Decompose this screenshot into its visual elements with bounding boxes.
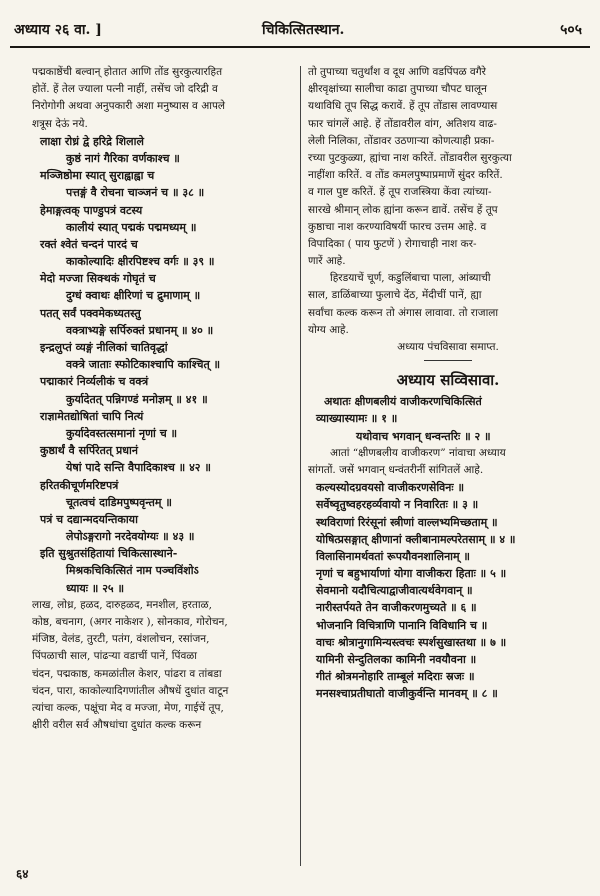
sanskrit-verse-line: सेवमानो यदौचित्याद्वाजीवात्यर्थवेगवान् ॥ bbox=[316, 584, 473, 598]
sanskrit-verse-line: पतत् सर्वं पक्वमेकध्यतस्तु bbox=[40, 306, 141, 320]
sanskrit-verse-line: राज्ञामेतद्योषितां चापि नित्यं bbox=[40, 409, 144, 423]
colophon-line: मिश्रकचिकित्सितं नाम पञ्चविंशोऽ bbox=[66, 564, 199, 578]
sanskrit-verse-line: स्थविराणां रिरंसूनां स्त्रीणां वाल्लभ्यमिच्छताम् ॥ bbox=[316, 515, 498, 529]
prose-line: हिरडयाचें चूर्ण, कडुलिंबाचा पाला, आंब्याची bbox=[330, 272, 491, 285]
sanskrit-verse-line: कुष्ठं नागं गैरिका वर्णकाश्च ॥ bbox=[66, 151, 180, 165]
colophon-line: इति सुश्रुतसंहितायां चिकित्सास्थाने- bbox=[40, 547, 178, 561]
prose-line: शत्रूस देऊं नये. bbox=[32, 117, 88, 130]
sanskrit-verse-line: इन्द्रलुप्तं व्यङ्गं नीलिकां चातिवृद्धां bbox=[40, 341, 168, 354]
prose-line: मंजिष्ठ, वेलंड, तुरटी, पतंग, वंशलोचन, रसांजन, bbox=[32, 633, 210, 646]
sanskrit-verse-line: काकोल्यादिः क्षीरपिष्टश्च वर्गः ॥ ३९ ॥ bbox=[66, 255, 215, 269]
sanskrit-verse-line: मेदो मज्जा सिक्थकं गोघृतं च bbox=[40, 272, 156, 286]
sanskrit-verse-line: वक्त्राभ्यङ्गे सर्पिरुक्तं प्रधानम् ॥ ४० ॥ bbox=[66, 323, 214, 337]
sanskrit-verse-line: भोजनानि विचित्राणि पानानि विविधानि च ॥ bbox=[316, 618, 488, 632]
prose-line: कोष्ठ, बचनाग, (अगर नाकेशर ), सोनकाव, गोरोचन, bbox=[32, 616, 228, 628]
sanskrit-verse-line: व्याख्यास्यामः ॥ १ ॥ bbox=[316, 412, 398, 426]
prose-line: रच्या पुटकुळ्या, ह्यांचा नाश करितें. तोंडावरील सुरकुत्या bbox=[308, 151, 512, 164]
page-number: ५०५ bbox=[560, 22, 582, 38]
sanskrit-verse-line: योषित्प्रसङ्गात् क्षीणानां क्लीबानामल्परेतसाम् ॥ ४ ॥ bbox=[316, 532, 516, 546]
sanskrit-verse-line: अथातः क्षीणबलीयं वाजीकरणचिकित्सितं bbox=[324, 395, 482, 409]
sanskrit-verse-line: पत्रं च दद्यान्मदयन्तिकाया bbox=[40, 512, 138, 526]
page-header bbox=[14, 20, 588, 42]
sanskrit-verse-line: विलासिनामर्थवतां रूपयौवनशालिनाम् ॥ bbox=[316, 549, 471, 563]
prose-line: लाख, लोध्र, हळद, दारुहळद, मनशील, हरताळ, bbox=[32, 598, 212, 611]
sanskrit-verse-line: कालीयं स्यात् पद्मकं पद्ममध्यम् ॥ bbox=[66, 220, 197, 234]
prose-line: नाहींशा करितें. व तोंड कमलपुष्पाप्रमाणें सुंदर करितें. bbox=[308, 169, 503, 182]
prose-line: क्षीरवृक्षांच्या सालीचा काढा तुपाच्या चौपट घालून bbox=[308, 83, 487, 96]
sanskrit-verse-line: गीतं श्रोत्रमनोहारि ताम्बूलं मदिराः स्रजः ॥ bbox=[316, 670, 475, 684]
column-divider bbox=[300, 66, 301, 866]
prose-line: सर्वांचा कल्क करून तो अंगास लावावा. तो राजाला bbox=[308, 306, 499, 319]
sanskrit-verse-line: रक्तं श्वेतं चन्दनं पारदं च bbox=[40, 237, 138, 251]
prose-line: पिंपळाची साल, पांढऱ्या वडाचीं पानें, पिंवळा bbox=[32, 650, 197, 663]
prose-line: विपादिका ( पाय फुटणें ) रोगाचाही नाश कर- bbox=[308, 237, 477, 250]
sanskrit-verse-line: येषां पादे सन्ति वैपादिकाश्च ॥ ४२ ॥ bbox=[66, 461, 211, 475]
prose-line: लेली निलिका, तोंडावर उठणाऱ्या कोणत्याही प्रका- bbox=[308, 134, 495, 147]
prose-line: योग्य आहे. bbox=[308, 323, 349, 336]
sanskrit-verse-line: कुष्ठार्थं वै सर्पिरेतत् प्रधानं bbox=[40, 444, 138, 458]
sanskrit-verse-line: वाचः श्रोत्रानुगामिन्यस्त्वचः स्पर्शसुखास्तथा ॥ ७ ॥ bbox=[316, 635, 507, 649]
sanskrit-verse-line: चूतत्वचं दाडिमपुष्पवृन्तम् ॥ bbox=[66, 495, 172, 509]
prose-line: पद्मकाष्ठेंची बल्वान् होतात आणि तोंड सुरकुत्यारहित bbox=[32, 66, 223, 78]
prose-line: णारें आहे. bbox=[308, 255, 346, 268]
prose-line: सांगतों. जसें भगवान् धन्वंतरीनीं सांगितलें आहे. bbox=[308, 463, 484, 476]
header-rule bbox=[10, 46, 590, 48]
sanskrit-verse-line: दुग्धं क्वाथः क्षीरिणां च द्रुमाणाम् ॥ bbox=[66, 289, 201, 303]
sanskrit-verse-line: कुर्यादेतत् पन्निगण्डं मनोज्ञम् ॥ ४१ ॥ bbox=[66, 392, 208, 406]
sanskrit-verse-line: हेमाङ्गत्वक् पाण्डुपत्रं वटस्य bbox=[40, 203, 143, 217]
prose-line: चंदन, पारा, काकोल्यादिगणांतील औषधें दुधांत वाटून bbox=[32, 684, 229, 697]
prose-line: कुष्ठाचा नाश करण्याविषयीं फारच उत्तम आहे. व bbox=[308, 220, 487, 233]
left-column bbox=[32, 64, 290, 854]
sanskrit-verse-line: नृणां च बहुभार्याणां योगा वाजीकरा हिताः ॥ ५ ॥ bbox=[316, 567, 507, 581]
sanskrit-verse-line: हरितकीचूर्णमरिष्टपत्रं bbox=[40, 478, 119, 492]
chapter-end-note: अध्याय पंचविसावा समाप्त. bbox=[397, 341, 499, 353]
sanskrit-verse-line: पत्तङ्गं वै रोचना चाञ्जनं च ॥ ३८ ॥ bbox=[66, 186, 205, 200]
sanskrit-verse-line: यथोवाच भगवान् धन्वन्तरिः ॥ २ ॥ bbox=[356, 429, 491, 443]
section-running-head: चिकित्सितस्थान. bbox=[262, 22, 345, 38]
prose-line: फार चांगलें आहे. हें तोंडावरील वांग, अतिशय वाढ- bbox=[308, 117, 497, 130]
prose-line: निरोगोगी अथवा अनुपकारी अशा मनुष्यास व आपले bbox=[32, 100, 226, 113]
prose-line: चंदन, पद्मकाष्ठ, कमळांतील केशर, पांढरा व तांबडा bbox=[32, 667, 222, 680]
prose-line: व गाल पुष्ट करितें. हें तूप राजस्त्रिया केंवा त्यांच्या- bbox=[308, 186, 492, 199]
prose-line: आतां “क्षीणबलीय वाजीकरण” नांवाचा अध्याय bbox=[330, 446, 506, 459]
sanskrit-verse-line: कुर्यादेवस्तत्समानां नृणां च ॥ bbox=[66, 426, 178, 440]
prose-line: सारखे श्रीमान् लोक ह्यांना करून द्यावें. तसेंच हें तूप bbox=[308, 203, 498, 216]
chapter-running-head: अध्याय २६ वा. ] bbox=[14, 22, 102, 38]
right-column bbox=[308, 64, 588, 864]
sanskrit-verse-line: कल्यस्योदग्रवयसो वाजीकरणसेविनः ॥ bbox=[316, 481, 465, 495]
sanskrit-verse-line: यामिनी सेन्दुतिलका कामिनी नवयौवना ॥ bbox=[316, 653, 477, 666]
sanskrit-verse-line: लाक्षा रोध्रं द्वे हरिद्रे शिलाले bbox=[40, 134, 144, 148]
section-rule bbox=[424, 360, 472, 361]
sanskrit-verse-line: वक्त्रे जाताः स्फोटिकाश्चापि काश्चित् ॥ bbox=[66, 358, 221, 372]
sanskrit-verse-line: मनसश्चाप्रतीघातो वाजीकुर्वन्ति मानवम् ॥ ८ ॥ bbox=[316, 687, 498, 701]
chapter-title: अध्याय सव्विसावा. bbox=[396, 371, 500, 390]
colophon-line: ध्यायः ॥ २५ ॥ bbox=[66, 581, 125, 595]
sanskrit-verse-line: नारीस्तर्पयते तेन वाजीकरणमुच्यते ॥ ६ ॥ bbox=[316, 601, 477, 615]
prose-line: तो तुपाच्या चतुर्थांश व दूध आणि वडपिंपळ वगैरे bbox=[308, 66, 486, 78]
prose-line: त्यांचा कल्क, पक्षूंचा मेद व मज्जा, मेण, गाईचें तूप, bbox=[32, 701, 224, 714]
prose-line: क्षीरी वरील सर्व औषधांचा दुधांत कल्क करून bbox=[32, 719, 202, 732]
sanskrit-verse-line: मञ्जिष्ठोमा स्यात् सुराह्वाह्वा च bbox=[40, 169, 155, 183]
sanskrit-verse-line: पद्माकारं निर्व्यलीकं च वक्त्रं bbox=[40, 375, 149, 389]
sanskrit-verse-line: लेपोऽङ्गरागो नरदेवयोग्यः ॥ ४३ ॥ bbox=[66, 530, 195, 544]
signature-mark: ६४ bbox=[16, 867, 29, 881]
sanskrit-verse-line: सर्वेष्वृतुष्वहरहर्व्यवायो न निवारितः ॥ ३ ॥ bbox=[316, 498, 479, 512]
prose-line: होतें. हें तेल ज्याला पत्नी नाहीं, तसेंच जो दरिद्री व bbox=[32, 83, 218, 96]
prose-line: साल, डाळिंबाच्या फुलाचे देंठ, मेंदीचीं पानें, ह्या bbox=[308, 289, 482, 302]
prose-line: यथाविधि तूप सिद्ध करावें. हें तूप तोंडास लावण्यास bbox=[308, 100, 498, 113]
